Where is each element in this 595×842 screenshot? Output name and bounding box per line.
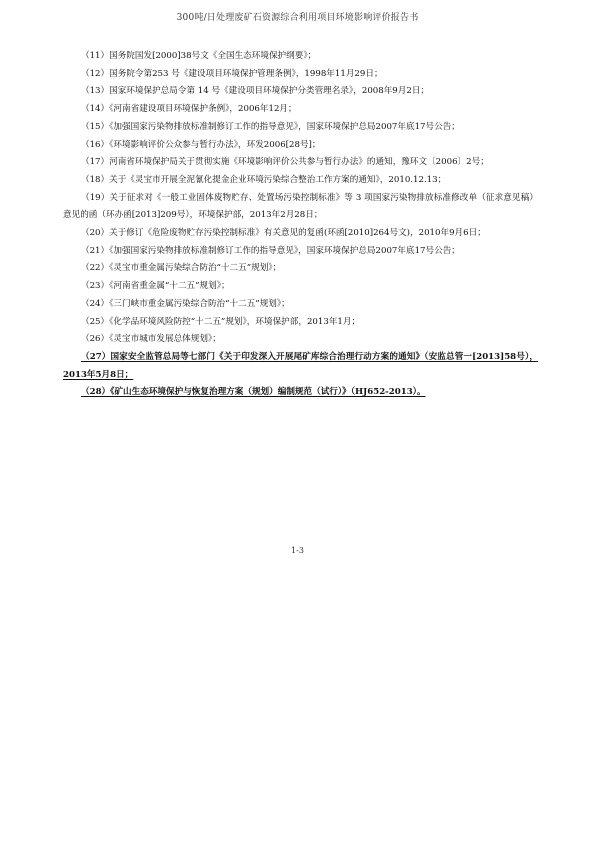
reference-item-11: （11）国务院国发[2000]38号文《全国生态环境保护纲要》； (81, 51, 317, 61)
reference-item-12: （12）国务院令第253 号《建设项目环境保护管理条例》，1998年11月29日； (81, 68, 383, 79)
running-header: 300吨/日处理废矿石资源综合利用项目环境影响评价报告书 (176, 13, 419, 23)
reference-item-15: （15）《加强国家污染物排放标准制修订工作的指导意见》，国家环境保护总局2007年底17号公告； (81, 121, 460, 132)
reference-item-23: （23）《河南省重金属“十二五”规划》； (81, 281, 230, 292)
reference-item-24: （24）《三门峡市重金属污染综合防治“十二五”规划》； (81, 298, 290, 309)
reference-item-26: （26）《灵宝市城市发展总体规划》； (81, 334, 221, 345)
reference-list (63, 48, 538, 402)
reference-item-28: （28）《矿山生态环境保护与恢复治理方案（规划）编制规范（试行）》（HJ652-2013）。 (81, 387, 426, 398)
reference-item-17: （17）河南省环境保护局关于贯彻实施《环境影响评价公共参与暂行办法》的通知，豫环文〔2006〕2号； (81, 157, 489, 168)
reference-item-18: （18）关于《灵宝市开展全泥氰化提金企业环境污染综合整治工作方案的通知》，2010.12.13； (81, 174, 447, 185)
reference-item-19: （19）关于征求对《一般工业固体废物贮存、处置场污染控制标准》等 3 项国家污染物排放标准修改单（征求意见稿）意见的函（环办函[2013]209号），环境保护部，2013年2月28日； (63, 192, 538, 221)
reference-item-27: （27）国家安全监管总局等七部门《关于印发深入开展尾矿库综合治理行动方案的通知》（安监总管一[2013]58号），2013年5月8日； (63, 351, 538, 380)
reference-item-25: （25）《化学品环境风险防控“十二五”规划》，环境保护部，2013年1月； (81, 316, 361, 327)
reference-item-13: （13）国家环境保护总局令第 14 号《建设项目环境保护分类管理名录》，2008年9月2日； (81, 86, 430, 97)
reference-item-22: （22）《灵宝市重金属污染综合防治“十二五”规划》； (81, 263, 282, 274)
reference-item-21: （21）《加强国家污染物排放标准制修订工作的指导意见》，国家环境保护总局2007年底17号公告； (81, 245, 460, 256)
reference-item-20: （20）关于修订《危险废物贮存污染控制标准》有关意见的复函(环函[2010]264号文)，2010年9月6日； (81, 228, 486, 239)
reference-item-14: （14）《河南省建设项目环境保护条例》，2006年12月； (81, 104, 297, 115)
page-number: 1-3 (291, 546, 304, 555)
reference-item-16: （16）《环境影响评价公众参与暂行办法》，环发2006[28号]； (81, 139, 321, 150)
